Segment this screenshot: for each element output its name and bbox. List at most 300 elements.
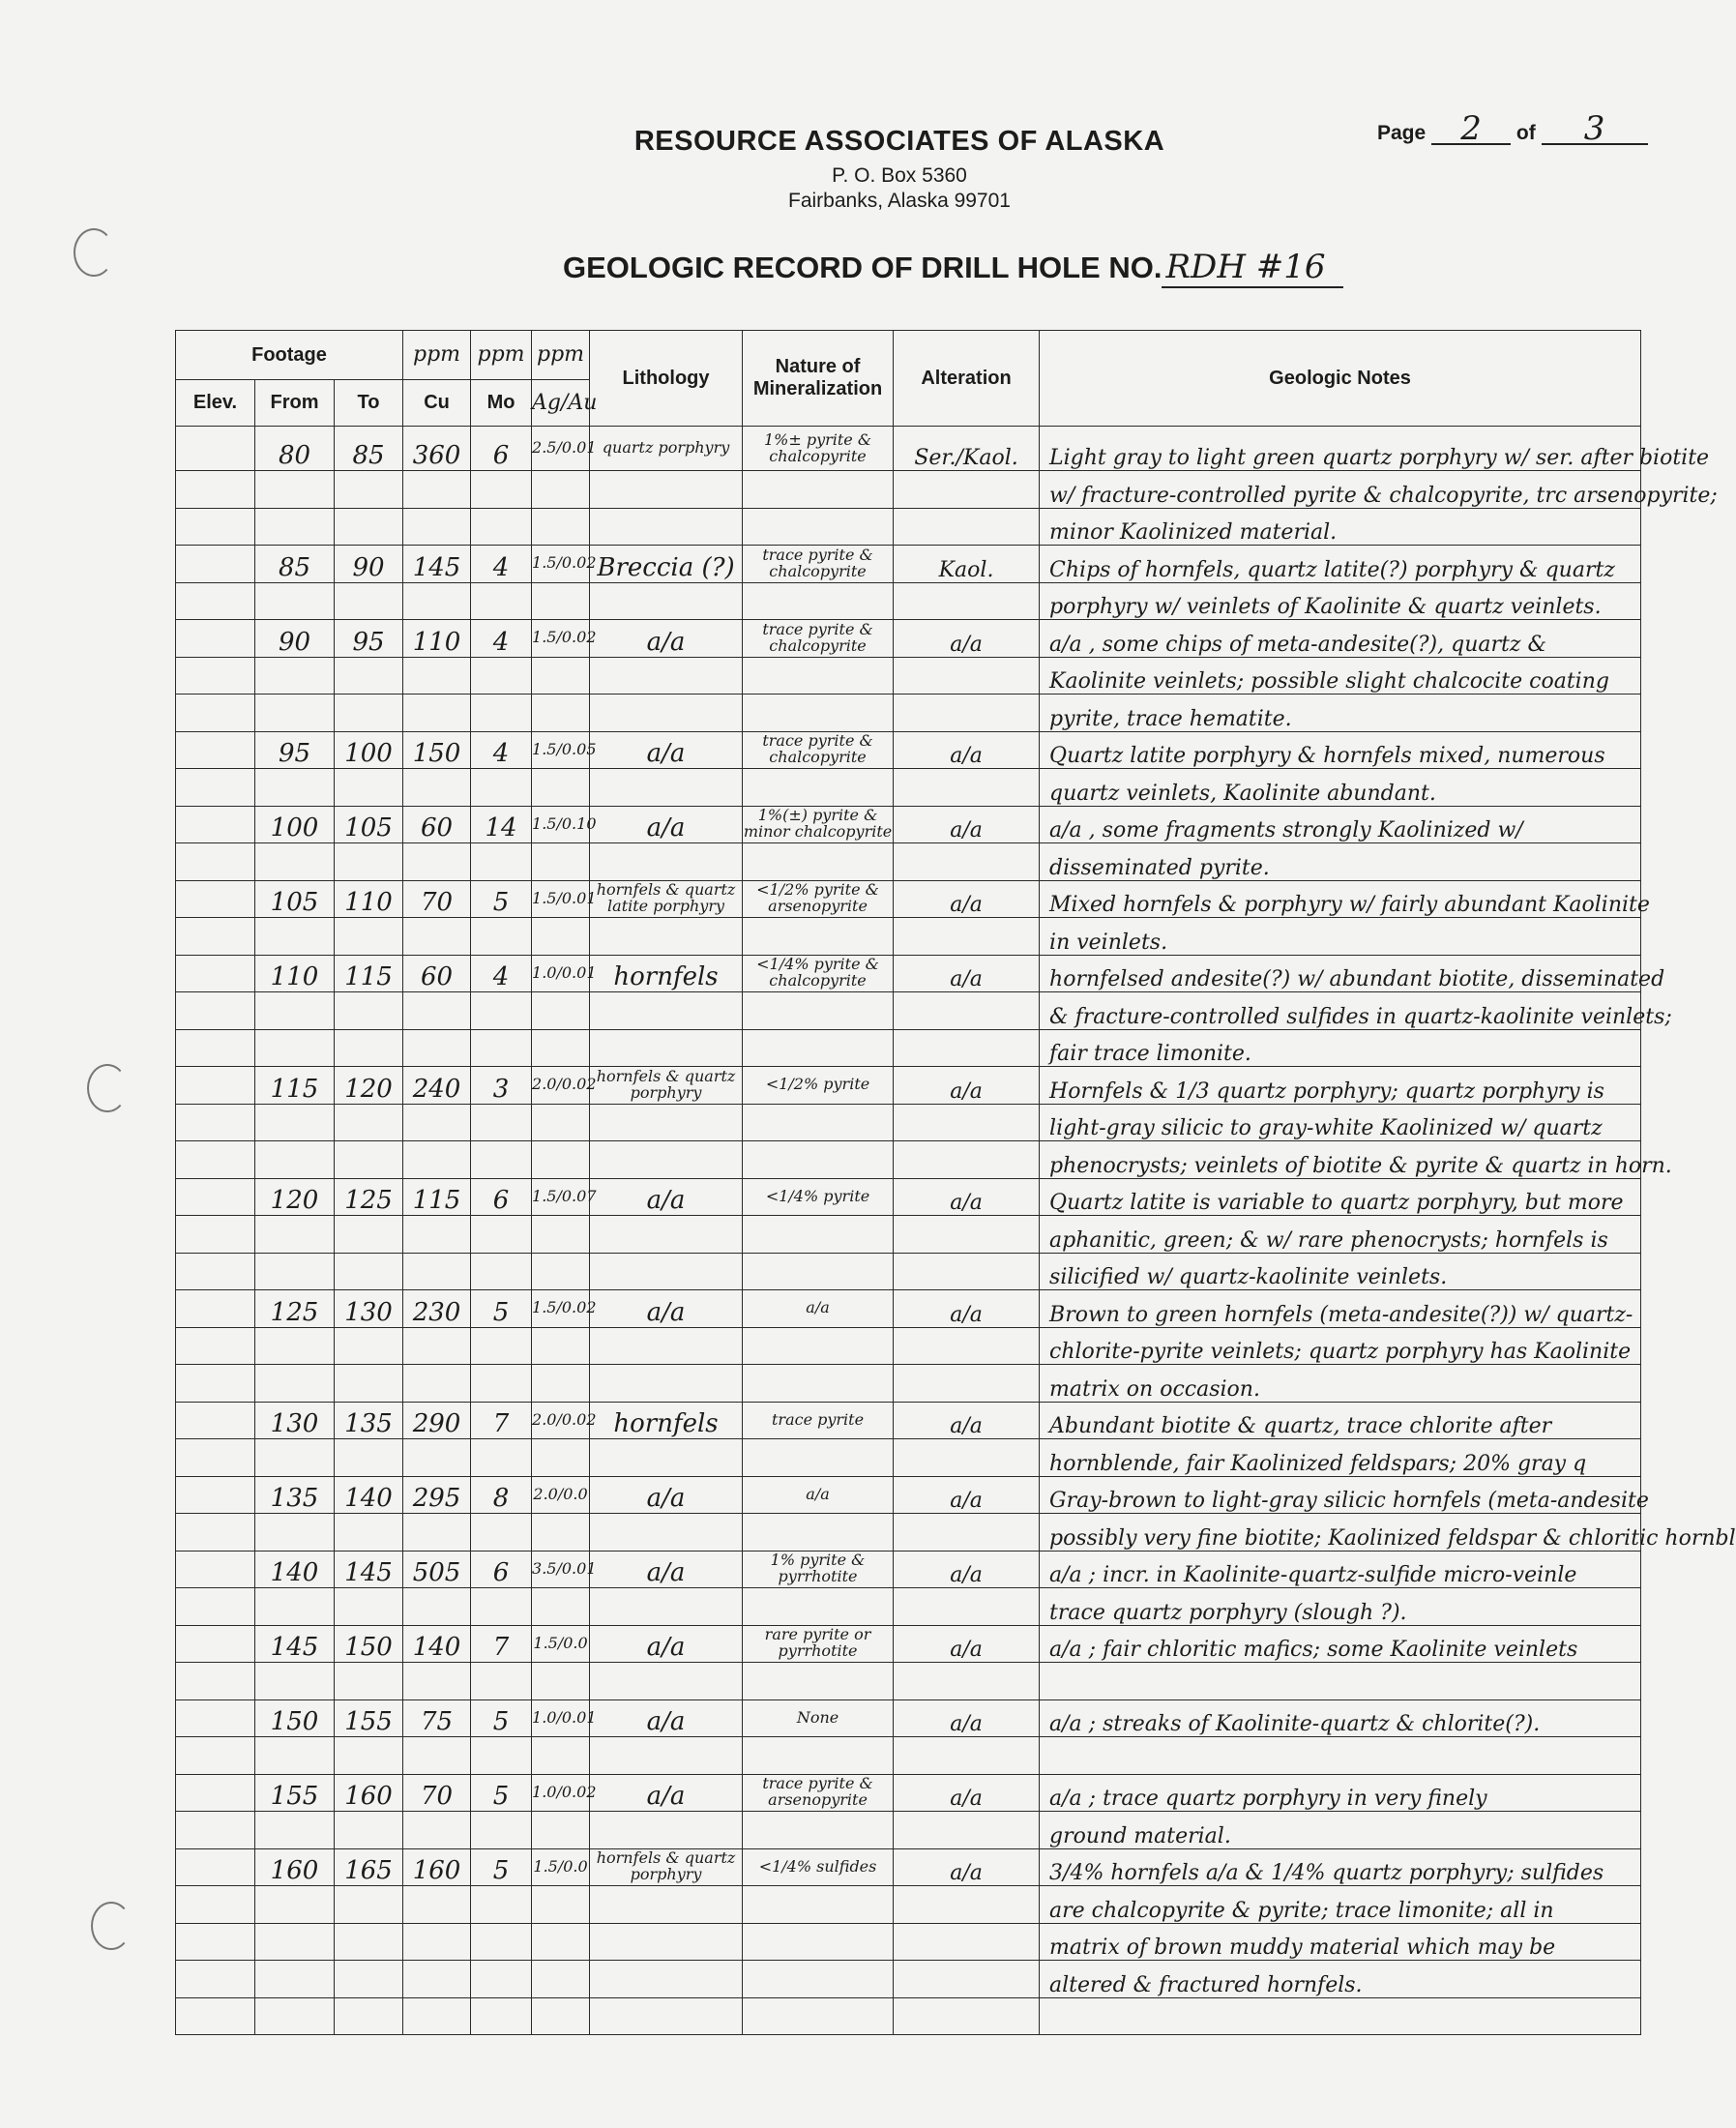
mo-cell [471,508,532,546]
lithology-cell [590,582,743,620]
alteration-cell [894,1812,1040,1849]
from-cell: 95 [255,731,335,769]
from-cell [255,695,335,732]
elevation-cell [176,1365,255,1403]
geologic-notes-header: Geologic Notes [1040,331,1641,427]
mineralization-cell [743,1439,894,1477]
from-cell [255,1104,335,1141]
lithology-cell: Breccia (?) [590,546,743,583]
mo-cell: 4 [471,955,532,992]
cu-unit-header: ppm [403,331,471,380]
alteration-cell: Kaol. [894,546,1040,583]
mineralization-cell [743,1663,894,1700]
geologic-notes-cell: a/a ; streaks of Kaolinite-quartz & chlorite(?). [1040,1699,1641,1737]
agau-cell [532,1961,590,1998]
mo-cell [471,1141,532,1179]
agau-cell [532,1737,590,1775]
alteration-cell [894,1997,1040,2035]
mineralization-cell: <1/2% pyrite & arsenopyrite [743,880,894,918]
agau-cell [532,1663,590,1700]
from-cell: 80 [255,427,335,471]
cu-cell [403,769,471,807]
to-cell [335,918,403,956]
from-cell [255,582,335,620]
mo-cell: 14 [471,806,532,843]
to-cell [335,1365,403,1403]
to-cell [335,1253,403,1290]
table-row [176,1476,1641,1514]
table-row [176,880,1641,918]
alteration-cell [894,1923,1040,1961]
elevation-cell [176,695,255,732]
geologic-notes-cell: Quartz latite is variable to quartz porphyry, but more [1040,1178,1641,1216]
to-cell [335,695,403,732]
mo-cell [471,1997,532,2035]
lithology-cell [590,992,743,1030]
lithology-cell: hornfels & quartz latite porphyry [590,880,743,918]
table-row [176,1737,1641,1775]
geologic-notes-cell [1040,1737,1641,1775]
mo-cell [471,1216,532,1254]
from-header: From [255,380,335,427]
agau-cell: 2.0/0.0 [532,1476,590,1514]
geologic-notes-cell: in veinlets. [1040,918,1641,956]
agau-cell [532,1588,590,1626]
elevation-cell [176,1067,255,1105]
from-cell [255,1997,335,2035]
elevation-cell [176,657,255,695]
lithology-cell [590,843,743,881]
alteration-cell [894,992,1040,1030]
cu-cell: 115 [403,1178,471,1216]
geologic-notes-cell: phenocrysts; veinlets of biotite & pyrite & quartz in horn. [1040,1141,1641,1179]
geologic-notes-cell: pyrite, trace hematite. [1040,695,1641,732]
mo-cell [471,1365,532,1403]
lithology-cell [590,1588,743,1626]
to-cell [335,1514,403,1552]
mo-header: Mo [471,380,532,427]
from-cell [255,843,335,881]
table-row [176,1588,1641,1626]
from-cell: 140 [255,1551,335,1588]
lithology-cell: quartz porphyry [590,427,743,471]
mineralization-cell [743,1961,894,1998]
alteration-cell [894,471,1040,509]
mineralization-cell [743,769,894,807]
elevation-cell [176,1812,255,1849]
to-cell: 120 [335,1067,403,1105]
agau-cell [532,471,590,509]
agau-cell [532,843,590,881]
mo-cell [471,1327,532,1365]
geologic-notes-cell: altered & fractured hornfels. [1040,1961,1641,1998]
from-cell [255,1253,335,1290]
from-cell [255,1216,335,1254]
lithology-cell [590,471,743,509]
mo-cell: 7 [471,1402,532,1439]
alteration-cell [894,918,1040,956]
cu-cell [403,1961,471,1998]
mineralization-cell [743,1327,894,1365]
elevation-cell [176,1104,255,1141]
alteration-cell [894,769,1040,807]
geologic-notes-cell: quartz veinlets, Kaolinite abundant. [1040,769,1641,807]
to-cell [335,1327,403,1365]
page-total: 3 [1542,114,1648,145]
lithology-cell [590,1812,743,1849]
mo-cell [471,657,532,695]
geologic-notes-cell: light-gray silicic to gray-white Kaolinized w/ quartz [1040,1104,1641,1141]
lithology-cell [590,1997,743,2035]
elevation-cell [176,1514,255,1552]
agau-cell [532,695,590,732]
cu-cell: 110 [403,620,471,658]
lithology-cell [590,769,743,807]
mo-cell [471,1588,532,1626]
geologic-notes-cell: disseminated pyrite. [1040,843,1641,881]
table-row [176,1439,1641,1477]
elevation-cell [176,1663,255,1700]
mineralization-cell [743,657,894,695]
mo-cell: 8 [471,1476,532,1514]
table-row [176,918,1641,956]
to-cell: 130 [335,1290,403,1328]
alteration-cell [894,1253,1040,1290]
lithology-cell [590,1327,743,1365]
table-row [176,1848,1641,1886]
mineralization-cell [743,1141,894,1179]
elevation-cell [176,1439,255,1477]
elevation-cell [176,1216,255,1254]
table-row [176,1067,1641,1105]
geologic-notes-cell: Gray-brown to light-gray silicic hornfels (meta-andesite [1040,1476,1641,1514]
table-row [176,1216,1641,1254]
cu-cell [403,657,471,695]
elevation-cell [176,1476,255,1514]
agau-cell [532,1365,590,1403]
agau-cell [532,1253,590,1290]
from-cell [255,1588,335,1626]
table-row [176,582,1641,620]
mineralization-cell [743,582,894,620]
mineralization-cell [743,1104,894,1141]
from-cell [255,1029,335,1067]
mo-cell [471,1439,532,1477]
table-row [176,1961,1641,1998]
mineralization-cell [743,1029,894,1067]
cu-cell: 290 [403,1402,471,1439]
to-cell: 85 [335,427,403,471]
from-cell [255,471,335,509]
mineralization-cell: trace pyrite & arsenopyrite [743,1774,894,1812]
cu-cell: 145 [403,546,471,583]
to-cell [335,992,403,1030]
alteration-header: Alteration [894,331,1040,427]
elevation-cell [176,1886,255,1924]
to-cell [335,1923,403,1961]
geologic-notes-cell: are chalcopyrite & pyrite; trace limonite; all in [1040,1886,1641,1924]
table-row [176,806,1641,843]
mo-unit-header: ppm [471,331,532,380]
agau-cell [532,1514,590,1552]
from-cell [255,657,335,695]
geologic-notes-cell: Hornfels & 1/3 quartz porphyry; quartz porphyry is [1040,1067,1641,1105]
mineralization-cell: a/a [743,1476,894,1514]
drill-log-body [176,427,1736,2035]
lithology-cell [590,695,743,732]
document-title-text: GEOLOGIC RECORD OF DRILL HOLE NO. [563,251,1162,284]
cu-cell [403,1253,471,1290]
to-cell [335,1961,403,1998]
mo-cell: 6 [471,427,532,471]
alteration-cell [894,1737,1040,1775]
lithology-cell: a/a [590,1290,743,1328]
alteration-cell [894,1029,1040,1067]
geologic-notes-cell: Chips of hornfels, quartz latite(?) porphyry & quartz [1040,546,1641,583]
elevation-cell [176,546,255,583]
from-cell [255,508,335,546]
mineralization-cell [743,1812,894,1849]
punch-hole-mark [74,228,114,277]
mineralization-cell: a/a [743,1290,894,1328]
agau-cell [532,657,590,695]
to-cell [335,508,403,546]
geologic-notes-cell: trace quartz porphyry (slough ?). [1040,1588,1641,1626]
from-cell [255,1663,335,1700]
alteration-cell [894,1104,1040,1141]
elevation-cell [176,1699,255,1737]
geologic-notes-cell: ground material. [1040,1812,1641,1849]
mineralization-cell [743,695,894,732]
table-row [176,1812,1641,1849]
cu-cell [403,1365,471,1403]
alteration-cell [894,1327,1040,1365]
table-row [176,1663,1641,1700]
cu-cell: 505 [403,1551,471,1588]
lithology-cell [590,508,743,546]
lithology-cell: a/a [590,1551,743,1588]
elevation-cell [176,1997,255,2035]
to-cell: 140 [335,1476,403,1514]
to-cell: 115 [335,955,403,992]
agau-cell [532,992,590,1030]
alteration-cell: a/a [894,1774,1040,1812]
cu-cell: 70 [403,880,471,918]
to-cell: 160 [335,1774,403,1812]
agau-cell: 1.0/0.02 [532,1774,590,1812]
cu-cell [403,918,471,956]
to-cell: 125 [335,1178,403,1216]
geologic-notes-cell: Mixed hornfels & porphyry w/ fairly abundant Kaolinite [1040,880,1641,918]
mo-cell [471,1514,532,1552]
alteration-cell: a/a [894,1067,1040,1105]
organization-address-box: P. O. Box 5360 [832,164,967,187]
cu-cell [403,1327,471,1365]
table-row [176,992,1641,1030]
mineralization-cell [743,1253,894,1290]
drill-log-table [175,330,1736,2035]
table-row [176,1104,1641,1141]
mo-cell [471,471,532,509]
mo-cell [471,1737,532,1775]
cu-cell [403,1923,471,1961]
from-cell: 155 [255,1774,335,1812]
cu-cell [403,1439,471,1477]
lithology-cell: a/a [590,1774,743,1812]
organization-name: RESOURCE ASSOCIATES OF ALASKA [633,126,1165,157]
table-row [176,1699,1641,1737]
lithology-cell [590,1216,743,1254]
to-cell: 145 [335,1551,403,1588]
cu-cell [403,1029,471,1067]
to-cell [335,843,403,881]
agau-cell: 2.0/0.02 [532,1402,590,1439]
mo-cell: 7 [471,1625,532,1663]
elevation-cell [176,1551,255,1588]
document-title [563,248,1343,288]
punch-hole-mark [91,1902,132,1950]
footage-header: Footage [176,331,403,380]
lithology-cell: hornfels [590,1402,743,1439]
agau-cell: 1.5/0.01 [532,880,590,918]
mo-cell: 3 [471,1067,532,1105]
alteration-cell: a/a [894,955,1040,992]
mineralization-cell: 1%(±) pyrite & minor chalcopyrite [743,806,894,843]
to-cell: 110 [335,880,403,918]
cu-cell: 140 [403,1625,471,1663]
lithology-cell [590,1439,743,1477]
to-cell [335,1216,403,1254]
elevation-cell [176,1327,255,1365]
from-cell: 160 [255,1848,335,1886]
cu-cell [403,1141,471,1179]
to-cell: 150 [335,1625,403,1663]
table-row [176,1997,1641,2035]
alteration-cell [894,1514,1040,1552]
geologic-notes-cell: hornfelsed andesite(?) w/ abundant biotite, disseminated [1040,955,1641,992]
geologic-notes-cell: porphyry w/ veinlets of Kaolinite & quartz veinlets. [1040,582,1641,620]
elevation-cell [176,1848,255,1886]
from-cell [255,1514,335,1552]
from-cell [255,992,335,1030]
lithology-cell: a/a [590,1625,743,1663]
agau-cell [532,508,590,546]
table-row [176,731,1641,769]
from-cell [255,1961,335,1998]
agau-cell: 1.5/0.0 [532,1848,590,1886]
cu-cell [403,1663,471,1700]
table-row [176,1551,1641,1588]
geologic-notes-cell: a/a ; trace quartz porphyry in very finely [1040,1774,1641,1812]
mineralization-cell [743,471,894,509]
table-row [176,1327,1641,1365]
mineralization-cell [743,843,894,881]
table-row [176,427,1641,471]
elevation-cell [176,843,255,881]
to-cell [335,1588,403,1626]
agau-cell: 3.5/0.01 [532,1551,590,1588]
geologic-notes-cell: Kaolinite veinlets; possible slight chalcocite coating [1040,657,1641,695]
table-row [176,657,1641,695]
table-row [176,620,1641,658]
lithology-cell: hornfels [590,955,743,992]
from-cell: 145 [255,1625,335,1663]
page-current: 2 [1431,114,1511,145]
mineralization-cell [743,1365,894,1403]
lithology-cell [590,1663,743,1700]
agau-cell: 1.0/0.01 [532,955,590,992]
agau-cell [532,769,590,807]
alteration-cell [894,843,1040,881]
elevation-cell [176,1625,255,1663]
lithology-cell: a/a [590,1178,743,1216]
elevation-cell [176,769,255,807]
agau-header: Ag/Au [532,380,590,427]
to-header: To [335,380,403,427]
elevation-cell [176,471,255,509]
lithology-cell [590,1253,743,1290]
lithology-cell [590,1737,743,1775]
lithology-cell [590,1141,743,1179]
mo-cell: 6 [471,1178,532,1216]
cu-header: Cu [403,380,471,427]
alteration-cell [894,1365,1040,1403]
lithology-cell [590,657,743,695]
lithology-cell [590,918,743,956]
mo-cell [471,582,532,620]
alteration-cell [894,695,1040,732]
agau-cell: 1.5/0.0 [532,1625,590,1663]
drill-hole-number: RDH #16 [1162,248,1342,288]
agau-cell: 1.0/0.01 [532,1699,590,1737]
mineralization-cell: <1/4% pyrite [743,1178,894,1216]
from-cell [255,1327,335,1365]
elevation-cell [176,806,255,843]
agau-cell [532,1327,590,1365]
table-row [176,471,1641,509]
cu-cell [403,471,471,509]
mineralization-cell [743,1997,894,2035]
elevation-cell [176,1588,255,1626]
cu-cell [403,582,471,620]
to-cell [335,1141,403,1179]
elevation-cell [176,1141,255,1179]
geologic-notes-cell: a/a ; incr. in Kaolinite-quartz-sulfide micro-veinle [1040,1551,1641,1588]
lithology-cell [590,1514,743,1552]
cu-cell: 240 [403,1067,471,1105]
mineralization-cell: trace pyrite & chalcopyrite [743,731,894,769]
to-cell [335,657,403,695]
geologic-notes-cell: w/ fracture-controlled pyrite & chalcopyrite, trc arsenopyrite; [1040,471,1641,509]
cu-cell [403,1104,471,1141]
mineralization-cell: <1/2% pyrite [743,1067,894,1105]
cu-cell: 60 [403,806,471,843]
alteration-cell [894,1588,1040,1626]
to-cell [335,1439,403,1477]
agau-cell: 2.5/0.01 [532,427,590,471]
mo-cell [471,1886,532,1924]
mineralization-cell [743,1737,894,1775]
lithology-cell: a/a [590,620,743,658]
lithology-cell [590,1029,743,1067]
to-cell [335,1812,403,1849]
from-cell [255,1365,335,1403]
table-row [176,1514,1641,1552]
geologic-notes-cell: matrix of brown muddy material which may be [1040,1923,1641,1961]
alteration-cell: a/a [894,880,1040,918]
alteration-cell: a/a [894,1476,1040,1514]
mineralization-cell [743,992,894,1030]
